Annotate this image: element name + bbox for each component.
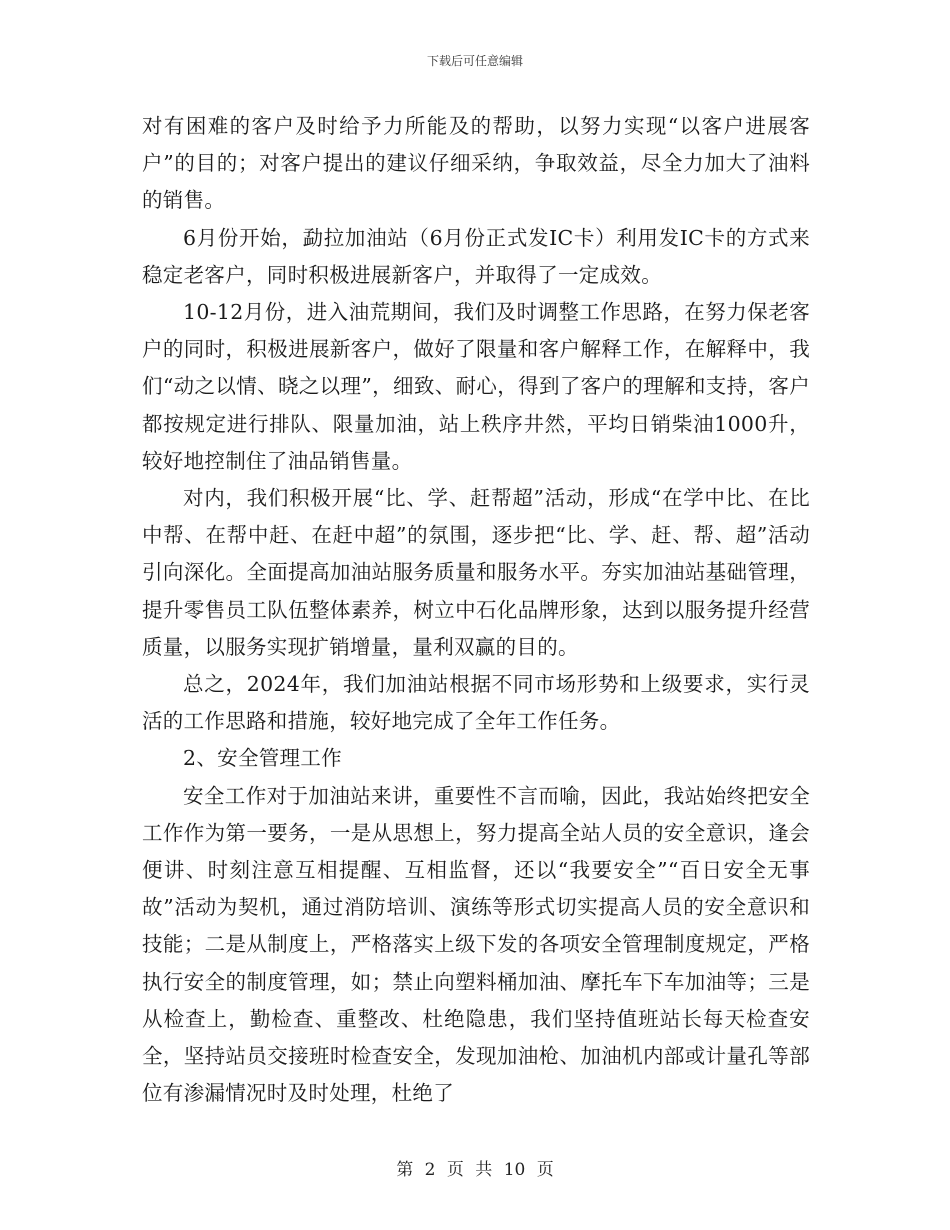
- paragraph: 10-12月份，进入油荒期间，我们及时调整工作思路，在努力保老客户的同时，积极进展新客户，做好了限量和客户解释工作，在解释中，我们“动之以情、晓之以理”，细致、耐心，得到了客户的理解和支持，客户都按规定进行排队、限量加油，站上秩序井然，平均日销柴油1000升，较好地控制住了油品销售量。: [142, 300, 810, 473]
- paragraph: 对内，我们积极开展“比、学、赶帮超”活动，形成“在学中比、在比中帮、在帮中赶、在赶中超”的氛围，逐步把“比、学、赶、帮、超”活动引向深化。全面提高加油站服务质量和服务水平。夯实加油站基础管理，提升零售员工队伍整体素养，树立中石化品牌形象，达到以服务提升经营质量，以服务实现扩销增量，量利双赢的目的。: [142, 486, 810, 659]
- page-header: 下载后可任意编辑: [426, 54, 523, 68]
- document-body: [142, 108, 810, 1112]
- paragraph: 总之，2024年，我们加油站根据不同市场形势和上级要求，实行灵活的工作思路和措施，较好地完成了全年工作任务。: [142, 672, 810, 734]
- paragraph: 6月份开始，勐拉加油站（6月份正式发IC卡）利用发IC卡的方式来稳定老客户，同时积极进展新客户，并取得了一定成效。: [142, 225, 810, 287]
- page-footer: 第 2 页 共 10 页: [396, 1160, 554, 1180]
- section-heading: 2、安全管理工作: [183, 746, 342, 771]
- paragraph: 安全工作对于加油站来讲，重要性不言而喻，因此，我站始终把安全工作作为第一要务，一是从思想上，努力提高全站人员的安全意识，逢会便讲、时刻注意互相提醒、互相监督，还以“我要安全”“百日安全无事故”活动为契机，通过消防培训、演练等形式切实提高人员的安全意识和技能；二是从制度上，严格落实上级下发的各项安全管理制度规定，严格执行安全的制度管理，如；禁止向塑料桶加油、摩托车下车加油等；三是从检查上，勤检查、重整改、杜绝隐患，我们坚持值班站长每天检查安全，坚持站员交接班时检查安全，发现加油枪、加油机内部或计量孔等部位有渗漏情况时及时处理，杜绝了: [142, 783, 810, 1106]
- paragraph: 对有困难的客户及时给予力所能及的帮助，以努力实现“以客户进展客户”的目的；对客户提出的建议仔细采纳，争取效益，尽全力加大了油料的销售。: [142, 114, 810, 213]
